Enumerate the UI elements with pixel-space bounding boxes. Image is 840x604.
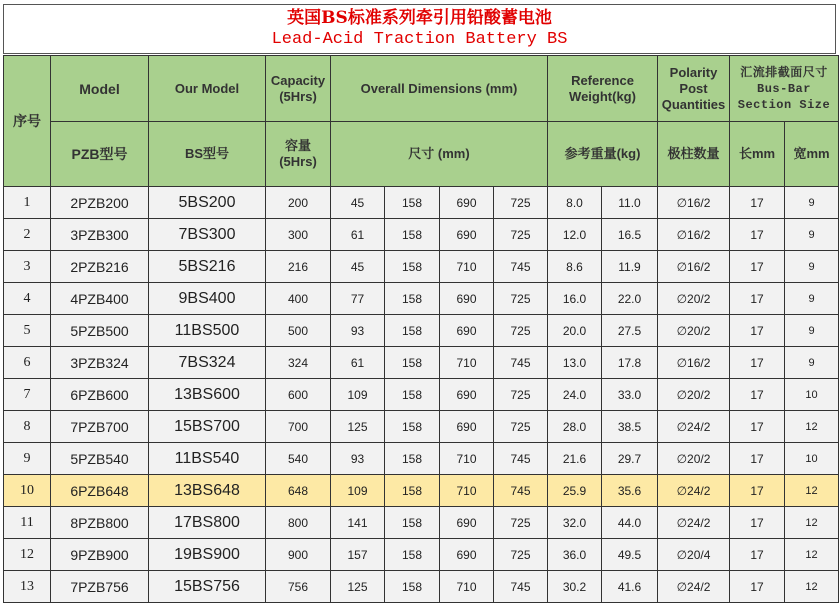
weight-2-cell: 38.5 [602,411,658,443]
weight-2-cell: 22.0 [602,283,658,315]
weight-2-cell: 41.6 [602,571,658,603]
weight-1-cell: 8.6 [548,251,602,283]
polarity-cell: ∅20/2 [658,315,730,347]
weight-1-cell: 20.0 [548,315,602,347]
busbar-length-cell: 17 [730,539,785,571]
dimension-3-cell: 710 [440,475,494,507]
header-model: Model [51,56,149,122]
dimension-4-cell: 745 [494,475,548,507]
capacity-cell: 600 [266,379,331,411]
polarity-cell: ∅16/2 [658,187,730,219]
row-number: 9 [4,443,51,475]
header-our-model: Our Model [149,56,266,122]
dimension-2-cell: 158 [385,475,440,507]
dimension-1-cell: 109 [331,379,385,411]
dimension-4-cell: 725 [494,315,548,347]
busbar-length-cell: 17 [730,283,785,315]
busbar-length-cell: 17 [730,411,785,443]
busbar-width-cell: 9 [785,251,839,283]
dimension-4-cell: 745 [494,571,548,603]
busbar-width-cell: 12 [785,571,839,603]
header-seq: 序号 [4,56,51,187]
model-cell: 6PZB600 [51,379,149,411]
our-model-cell: 15BS756 [149,571,266,603]
weight-2-cell: 49.5 [602,539,658,571]
our-model-cell: 13BS600 [149,379,266,411]
header-length-cn: 长mm [730,122,785,187]
dimension-3-cell: 690 [440,187,494,219]
capacity-cell: 300 [266,219,331,251]
capacity-cell: 400 [266,283,331,315]
weight-1-cell: 30.2 [548,571,602,603]
busbar-width-cell: 10 [785,443,839,475]
dimension-1-cell: 141 [331,507,385,539]
capacity-cell: 216 [266,251,331,283]
busbar-width-cell: 12 [785,411,839,443]
busbar-length-cell: 17 [730,219,785,251]
dimension-3-cell: 690 [440,315,494,347]
model-cell: 2PZB200 [51,187,149,219]
row-number: 3 [4,251,51,283]
weight-2-cell: 27.5 [602,315,658,347]
header-capacity-cn: 容量 (5Hrs) [266,122,331,187]
dimension-1-cell: 109 [331,475,385,507]
our-model-cell: 19BS900 [149,539,266,571]
header-dimensions-cn: 尺寸 (mm) [331,122,548,187]
capacity-cell: 648 [266,475,331,507]
dimension-2-cell: 158 [385,507,440,539]
polarity-cell: ∅24/2 [658,411,730,443]
busbar-width-cell: 9 [785,283,839,315]
model-cell: 3PZB324 [51,347,149,379]
dimension-2-cell: 158 [385,315,440,347]
table-row [4,475,839,507]
our-model-cell: 7BS324 [149,347,266,379]
row-number: 8 [4,411,51,443]
our-model-cell: 17BS800 [149,507,266,539]
row-number: 1 [4,187,51,219]
dimension-4-cell: 725 [494,539,548,571]
dimension-2-cell: 158 [385,347,440,379]
dimension-2-cell: 158 [385,283,440,315]
model-cell: 5PZB540 [51,443,149,475]
weight-1-cell: 21.6 [548,443,602,475]
weight-1-cell: 8.0 [548,187,602,219]
dimension-1-cell: 45 [331,251,385,283]
row-number: 7 [4,379,51,411]
dimension-2-cell: 158 [385,411,440,443]
header-width-cn: 宽mm [785,122,839,187]
dimension-2-cell: 158 [385,251,440,283]
dimension-3-cell: 690 [440,507,494,539]
our-model-cell: 11BS500 [149,315,266,347]
model-cell: 7PZB700 [51,411,149,443]
polarity-cell: ∅16/2 [658,219,730,251]
dimension-1-cell: 61 [331,347,385,379]
weight-1-cell: 25.9 [548,475,602,507]
table-row [4,315,839,347]
model-cell: 6PZB648 [51,475,149,507]
table-row [4,283,839,315]
model-cell: 7PZB756 [51,571,149,603]
busbar-length-cell: 17 [730,187,785,219]
busbar-length-cell: 17 [730,507,785,539]
header-capacity: Capacity (5Hrs) [266,56,331,122]
dimension-2-cell: 158 [385,443,440,475]
header-dimensions: Overall Dimensions (mm) [331,56,548,122]
our-model-cell: 9BS400 [149,283,266,315]
dimension-3-cell: 690 [440,379,494,411]
dimension-2-cell: 158 [385,571,440,603]
table-row [4,187,839,219]
dimension-1-cell: 93 [331,315,385,347]
table-row [4,539,839,571]
polarity-cell: ∅16/2 [658,251,730,283]
dimension-4-cell: 725 [494,507,548,539]
weight-1-cell: 28.0 [548,411,602,443]
our-model-cell: 5BS216 [149,251,266,283]
header-model-cn: PZB型号 [51,122,149,187]
model-cell: 8PZB800 [51,507,149,539]
weight-2-cell: 44.0 [602,507,658,539]
header-polarity-cn: 极柱数量 [658,122,730,187]
table-row [4,507,839,539]
capacity-cell: 540 [266,443,331,475]
dimension-4-cell: 745 [494,443,548,475]
dimension-1-cell: 77 [331,283,385,315]
weight-2-cell: 11.0 [602,187,658,219]
dimension-2-cell: 158 [385,187,440,219]
weight-1-cell: 24.0 [548,379,602,411]
row-number: 5 [4,315,51,347]
busbar-length-cell: 17 [730,315,785,347]
table-row [4,347,839,379]
busbar-length-cell: 17 [730,347,785,379]
dimension-1-cell: 93 [331,443,385,475]
our-model-cell: 7BS300 [149,219,266,251]
table-row [4,571,839,603]
header-busbar: 汇流排截面尺寸 Bus-Bar Section Size [730,56,839,122]
dimension-4-cell: 725 [494,379,548,411]
weight-1-cell: 32.0 [548,507,602,539]
polarity-cell: ∅24/2 [658,571,730,603]
busbar-width-cell: 9 [785,219,839,251]
table-row [4,411,839,443]
dimension-4-cell: 745 [494,251,548,283]
table-row [4,443,839,475]
our-model-cell: 11BS540 [149,443,266,475]
dimension-1-cell: 61 [331,219,385,251]
busbar-length-cell: 17 [730,379,785,411]
model-cell: 2PZB216 [51,251,149,283]
row-number: 6 [4,347,51,379]
busbar-length-cell: 17 [730,475,785,507]
busbar-width-cell: 12 [785,475,839,507]
weight-1-cell: 12.0 [548,219,602,251]
header-polarity: Polarity Post Quantities [658,56,730,122]
capacity-cell: 200 [266,187,331,219]
polarity-cell: ∅16/2 [658,347,730,379]
busbar-width-cell: 12 [785,507,839,539]
model-cell: 4PZB400 [51,283,149,315]
busbar-length-cell: 17 [730,571,785,603]
dimension-4-cell: 725 [494,283,548,315]
our-model-cell: 5BS200 [149,187,266,219]
capacity-cell: 500 [266,315,331,347]
weight-1-cell: 16.0 [548,283,602,315]
model-cell: 5PZB500 [51,315,149,347]
header-weight-cn: 参考重量(kg) [548,122,658,187]
polarity-cell: ∅24/2 [658,507,730,539]
row-number: 4 [4,283,51,315]
capacity-cell: 324 [266,347,331,379]
capacity-cell: 756 [266,571,331,603]
dimension-1-cell: 157 [331,539,385,571]
polarity-cell: ∅20/2 [658,379,730,411]
our-model-cell: 15BS700 [149,411,266,443]
dimension-3-cell: 710 [440,571,494,603]
dimension-1-cell: 45 [331,187,385,219]
row-number: 11 [4,507,51,539]
busbar-width-cell: 9 [785,187,839,219]
busbar-width-cell: 9 [785,347,839,379]
title-chinese: 英国BS标准系列牵引用铅酸蓄电池 [287,8,552,28]
dimension-3-cell: 710 [440,251,494,283]
dimension-3-cell: 690 [440,219,494,251]
weight-2-cell: 16.5 [602,219,658,251]
table-row [4,379,839,411]
header-weight: Reference Weight(kg) [548,56,658,122]
dimension-2-cell: 158 [385,539,440,571]
weight-1-cell: 36.0 [548,539,602,571]
polarity-cell: ∅20/2 [658,283,730,315]
capacity-cell: 800 [266,507,331,539]
table-row [4,251,839,283]
table-title-box [3,4,836,54]
weight-2-cell: 11.9 [602,251,658,283]
model-cell: 9PZB900 [51,539,149,571]
row-number: 2 [4,219,51,251]
dimension-4-cell: 725 [494,219,548,251]
dimension-4-cell: 745 [494,347,548,379]
busbar-width-cell: 12 [785,539,839,571]
battery-spec-table [3,55,839,603]
weight-2-cell: 35.6 [602,475,658,507]
row-number: 13 [4,571,51,603]
busbar-length-cell: 17 [730,443,785,475]
dimension-3-cell: 710 [440,347,494,379]
row-number: 10 [4,475,51,507]
polarity-cell: ∅20/2 [658,443,730,475]
table-row [4,219,839,251]
polarity-cell: ∅24/2 [658,475,730,507]
dimension-4-cell: 725 [494,411,548,443]
weight-2-cell: 33.0 [602,379,658,411]
busbar-width-cell: 9 [785,315,839,347]
title-english: Lead-Acid Traction Battery BS [271,30,568,49]
dimension-1-cell: 125 [331,411,385,443]
our-model-cell: 13BS648 [149,475,266,507]
header-our-model-cn: BS型号 [149,122,266,187]
dimension-4-cell: 725 [494,187,548,219]
dimension-1-cell: 125 [331,571,385,603]
dimension-3-cell: 690 [440,411,494,443]
capacity-cell: 900 [266,539,331,571]
capacity-cell: 700 [266,411,331,443]
dimension-3-cell: 690 [440,283,494,315]
weight-1-cell: 13.0 [548,347,602,379]
dimension-2-cell: 158 [385,379,440,411]
busbar-width-cell: 10 [785,379,839,411]
model-cell: 3PZB300 [51,219,149,251]
dimension-2-cell: 158 [385,219,440,251]
polarity-cell: ∅20/4 [658,539,730,571]
busbar-length-cell: 17 [730,251,785,283]
dimension-3-cell: 690 [440,539,494,571]
row-number: 12 [4,539,51,571]
dimension-3-cell: 710 [440,443,494,475]
weight-2-cell: 17.8 [602,347,658,379]
weight-2-cell: 29.7 [602,443,658,475]
